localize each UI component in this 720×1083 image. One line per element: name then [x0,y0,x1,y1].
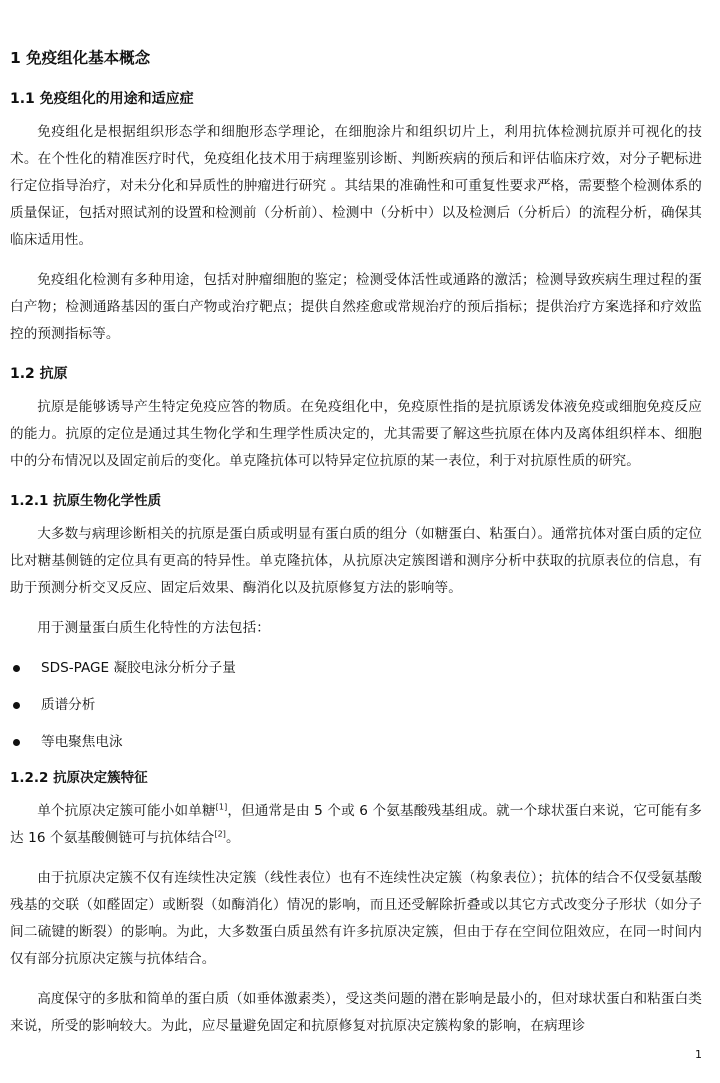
paragraph-antigen-definition: 抗原是能够诱导产生特定免疫应答的物质。在免疫组化中，免疫原性指的是抗原诱发体液免疫或细胞免疫反应的能力。抗原的定位是通过其生物化学和生理学性质决定的，尤其需要了解这些抗原在体内及离体组织样本、细胞中的分布情况以及固定前后的变化。单克隆抗体可以特异定位抗原的某一表位，利于对抗原性质的研究。 [10,399,702,469]
citation-ref[interactable]: [1] [215,802,228,812]
paragraph-methods-intro: 用于测量蛋白质生化特性的方法包括： [37,620,270,636]
section-heading-1-2-2: 1.2.2 抗原决定簇特征 [10,770,148,786]
bullet-icon [13,702,20,709]
paragraph-conserved-peptides: 高度保守的多肽和简单的蛋白质（如垂体激素类），受这类问题的潜在影响是最小的，但对球状蛋白和粘蛋白类来说，所受的影响较大。为此，应尽量避免固定和抗原修复对抗原决定簇构象的影响，在病理诊 [10,991,702,1034]
section-heading-1-2: 1.2 抗原 [10,366,68,382]
citation-ref[interactable]: [2] [214,829,226,839]
page-number: 1 [695,1048,702,1061]
bullet-icon [13,665,20,672]
list-item: 等电聚焦电泳 [10,732,702,752]
section-heading-1-1: 1.1 免疫组化的用途和适应症 [10,91,194,107]
list-item: SDS-PAGE 凝胶电泳分析分子量 [10,658,702,678]
section-heading-1-2-1: 1.2.1 抗原生物化学性质 [10,493,162,509]
paragraph-epitope-types: 由于抗原决定簇不仅有连续性决定簇（线性表位）也有不连续性决定簇（构象表位）；抗体的结合不仅受氨基酸残基的交联（如醛固定）或断裂（如酶消化）情况的影响，而且还受解除折叠或以其它方式改变分子形状（如分子间二硫键的断裂）的影响。为此，大多数蛋白质虽然有许多抗原决定簇，但由于存在空间位阻效应，在同一时间内仅有部分抗原决定簇与抗体结合。 [10,870,702,967]
page-content [10,47,702,1040]
paragraph-ihc-definition: 免疫组化是根据组织形态学和细胞形态学理论，在细胞涂片和组织切片上，利用抗体检测抗原并可视化的技术。在个性化的精准医疗时代，免疫组化技术用于病理鉴别诊断、判断疾病的预后和评估临床疗效，对分子靶标进行定位指导治疗，对未分化和异质性的肿瘤进行研究 。其结果的准确性和可重复性要求严格，需要整个检测体系的质量保证，包括对照试剂的设置和检测前（分析前）、检测中（分析中）以及检测后（分析后）的流程分析，确保其临床适用性。 [10,124,702,248]
methods-list [10,658,702,752]
paragraph-epitope-size: 单个抗原决定簇可能小如单糖[1]，但通常是由 5 个或 6 个氨基酸残基组成。就一个球状蛋白来说，它可能有多达 16 个氨基酸侧链可与抗体结合[2]。 [10,802,702,846]
bullet-icon [13,739,20,746]
list-item: 质谱分析 [10,695,702,715]
paragraph-antigen-biochemistry: 大多数与病理诊断相关的抗原是蛋白质或明显有蛋白质的组分（如糖蛋白、粘蛋白）。通常抗体对蛋白质的定位比对糖基侧链的定位具有更高的特异性。单克隆抗体，从抗原决定簇图谱和测序分析中获取的抗原表位的信息，有助于预测分析交叉反应、固定后效果、酶消化以及抗原修复方法的影响等。 [10,526,702,596]
paragraph-ihc-uses: 免疫组化检测有多种用途，包括对肿瘤细胞的鉴定；检测受体活性或通路的激活；检测导致疾病生理过程的蛋白产物；检测通路基因的蛋白产物或治疗靶点；提供自然痊愈或常规治疗的预后指标；提供治疗方案选择和疗效监控的预测指标等。 [10,272,702,342]
chapter-heading: 1 免疫组化基本概念 [10,49,151,67]
